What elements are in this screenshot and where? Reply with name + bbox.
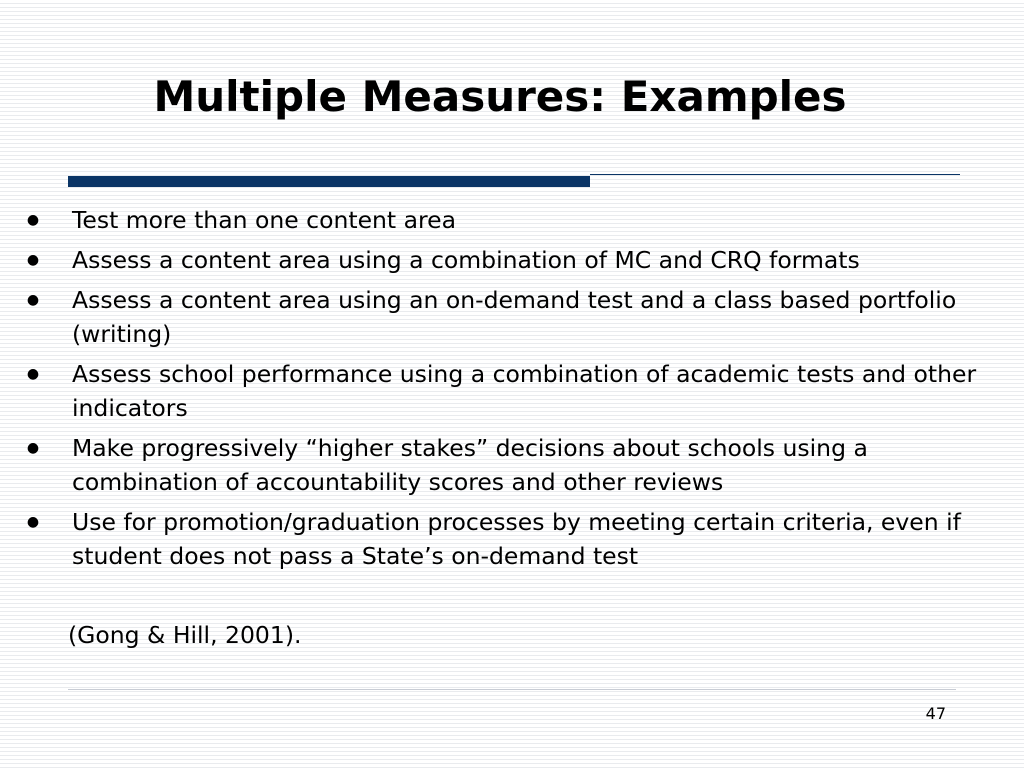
bullet-item	[0, 243, 1000, 277]
bullet-item	[0, 283, 1000, 351]
bullet-list	[0, 203, 1000, 579]
title-underline-thick	[68, 176, 590, 187]
title-underline-thin	[590, 174, 960, 175]
bullet-text: Assess a content area using a combination of MC and CRQ formats	[72, 246, 860, 274]
slide-title: Multiple Measures: Examples	[153, 72, 847, 121]
bullet-icon: ●	[26, 252, 40, 268]
bullet-text: Assess school performance using a combination of academic tests and other indicators	[72, 360, 977, 422]
bullet-icon: ●	[26, 292, 40, 308]
bullet-text: Assess a content area using an on-demand test and a class based portfolio (writing)	[72, 286, 957, 348]
bullet-item	[0, 203, 1000, 237]
bullet-item	[0, 357, 1000, 425]
bullet-text: Test more than one content area	[72, 206, 457, 234]
bullet-item	[0, 431, 1000, 499]
page-number: 47	[925, 704, 946, 723]
footer-divider	[68, 689, 956, 690]
bullet-icon: ●	[26, 366, 40, 382]
bullet-text: Make progressively “higher stakes” decisions about schools using a combination of accountability scores and other reviews	[72, 434, 868, 496]
bullet-text: Use for promotion/graduation processes by meeting certain criteria, even if student does not pass a State’s on-demand test	[72, 508, 961, 570]
bullet-icon: ●	[26, 212, 40, 228]
bullet-icon: ●	[26, 514, 40, 530]
citation-text: (Gong & Hill, 2001).	[68, 621, 302, 649]
bullet-icon: ●	[26, 440, 40, 456]
bullet-item	[0, 505, 1000, 573]
